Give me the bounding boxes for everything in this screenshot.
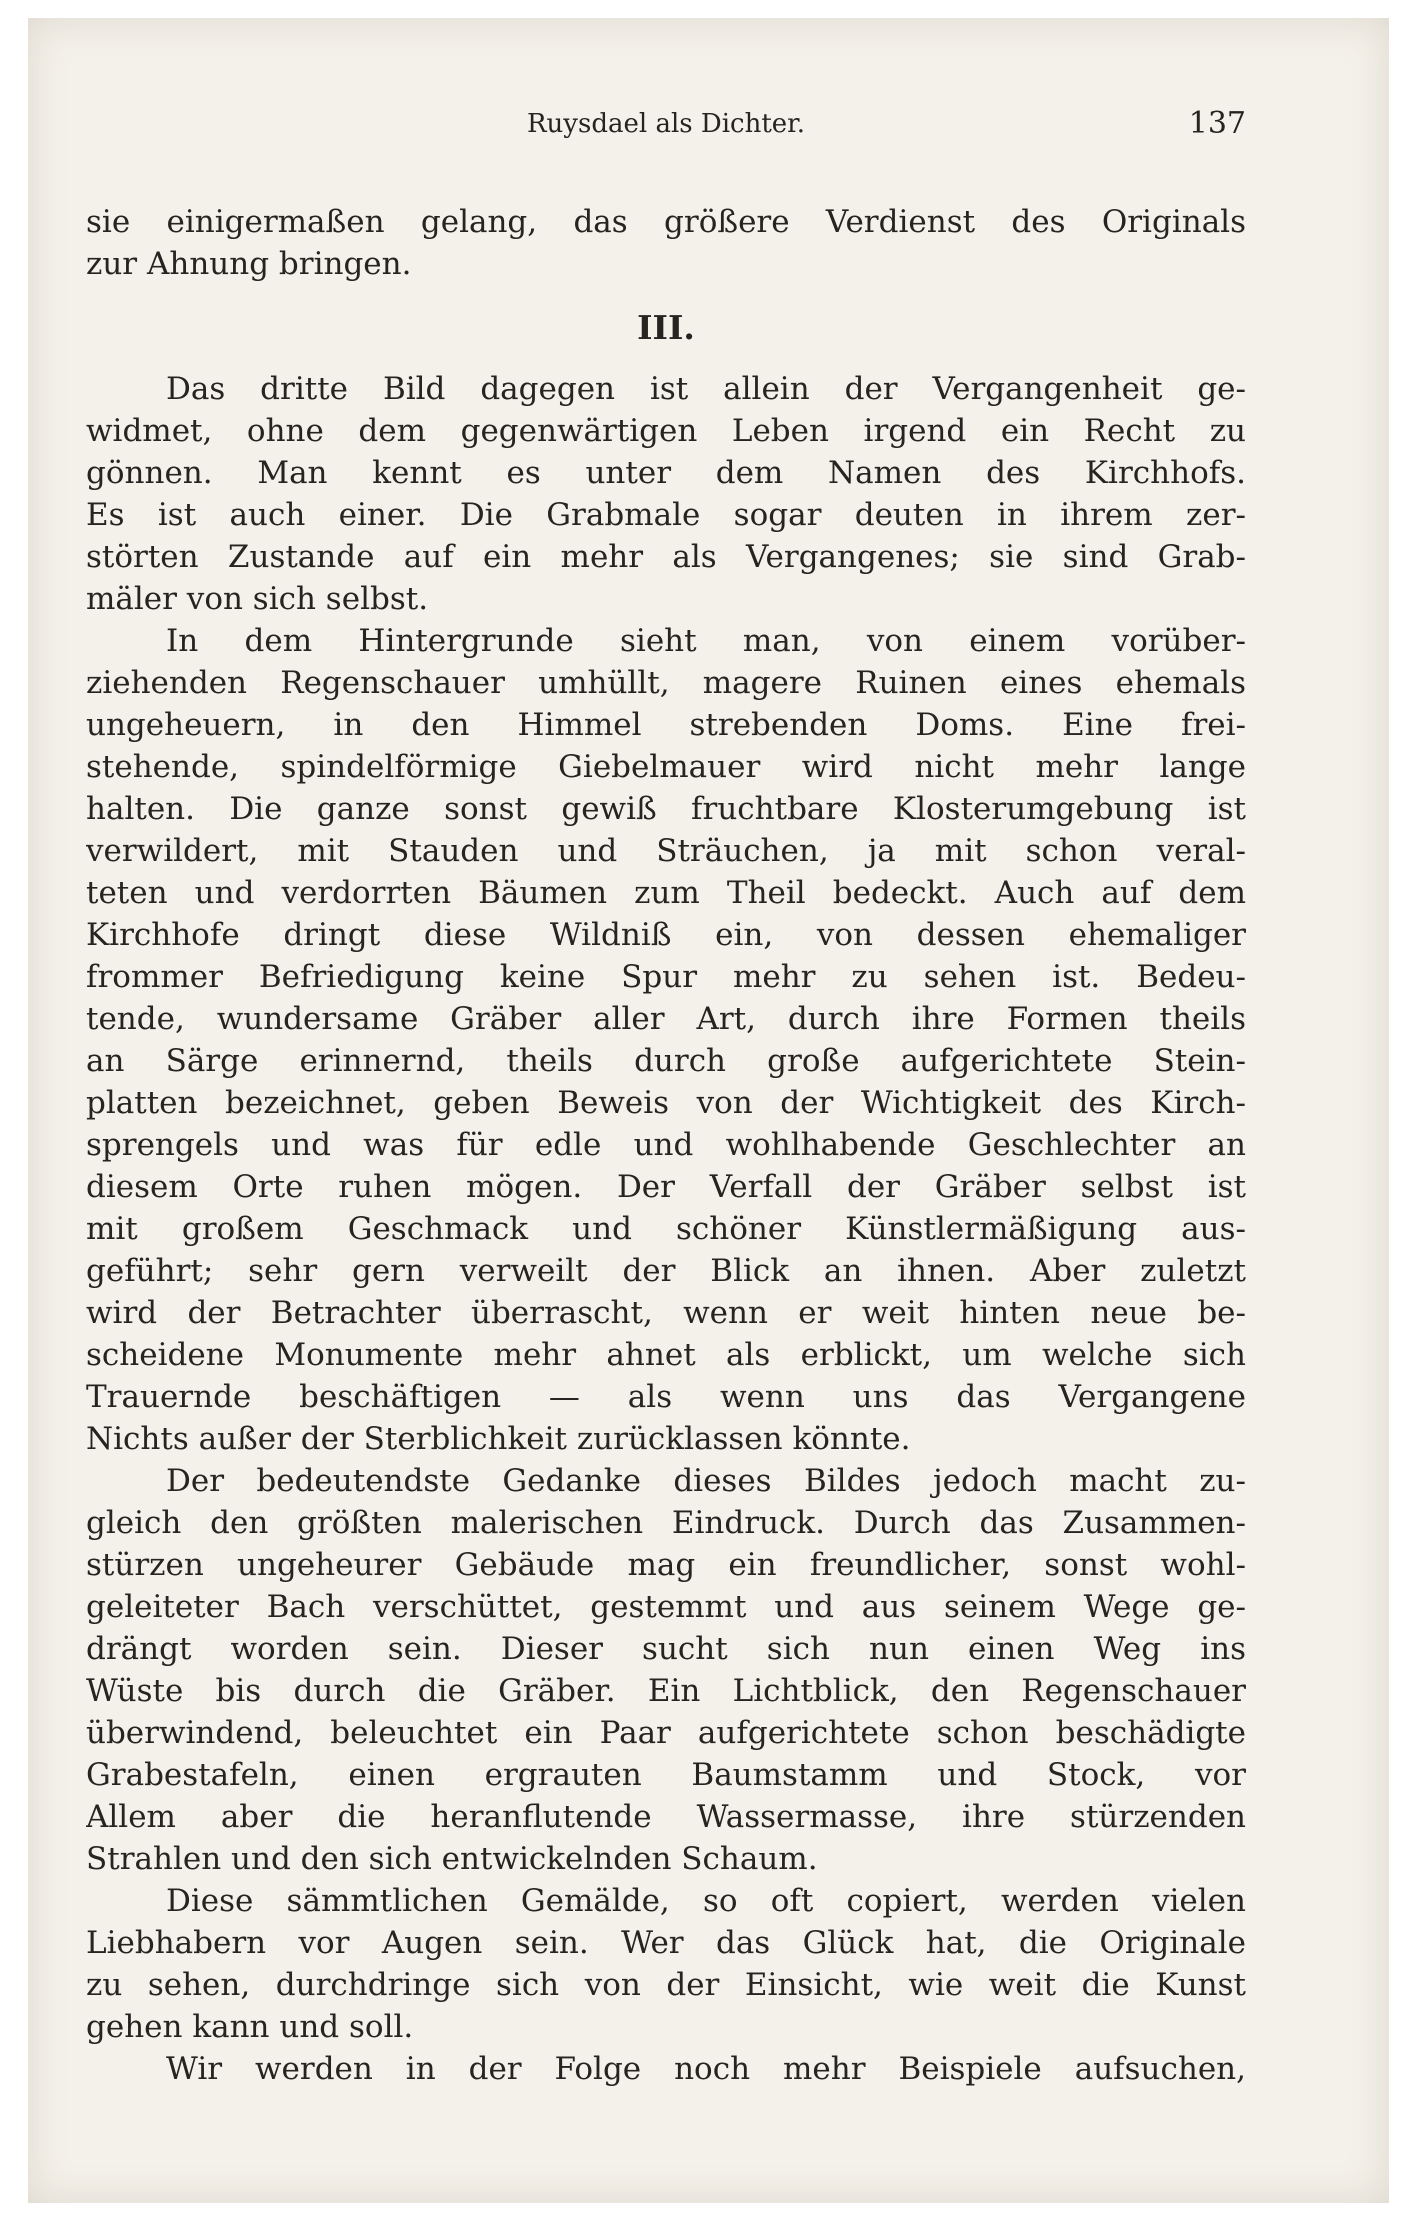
text-line: Kirchhofe dringt diese Wildniß ein, von dessen ehemaliger bbox=[86, 917, 1246, 953]
text-line: diesem Orte ruhen mögen. Der Verfall der Gräber selbst ist bbox=[86, 1169, 1246, 1205]
text-line: Nichts außer der Sterblichkeit zurücklassen könnte. bbox=[86, 1421, 911, 1457]
text-line: frommer Befriedigung keine Spur mehr zu sehen ist. Bedeu- bbox=[86, 959, 1246, 995]
text-line: In dem Hintergrunde sieht man, von einem vorüber- bbox=[166, 623, 1246, 659]
section-heading: III. bbox=[637, 308, 695, 347]
text-line: ziehenden Regenschauer umhüllt, magere Ruinen eines ehemals bbox=[86, 665, 1246, 701]
text-line: sprengels und was für edle und wohlhabende Geschlechter an bbox=[86, 1127, 1246, 1163]
text-line: mäler von sich selbst. bbox=[86, 581, 429, 617]
text-line: teten und verdorrten Bäumen zum Theil bedeckt. Auch auf dem bbox=[86, 875, 1246, 911]
text-line: platten bezeichnet, geben Beweis von der Wichtigkeit des Kirch- bbox=[86, 1085, 1246, 1121]
text-line: Trauernde beschäftigen — als wenn uns das Vergangene bbox=[86, 1379, 1246, 1415]
text-line: Strahlen und den sich entwickelnden Schaum. bbox=[86, 1841, 818, 1877]
text-line: zur Ahnung bringen. bbox=[86, 246, 412, 282]
running-title: Ruysdael als Dichter. bbox=[526, 109, 806, 139]
text-line: wird der Betrachter überrascht, wenn er weit hinten neue be- bbox=[86, 1295, 1246, 1331]
running-head bbox=[86, 100, 1246, 148]
text-line: Es ist auch einer. Die Grabmale sogar deuten in ihrem zer- bbox=[86, 497, 1246, 533]
book-page bbox=[28, 18, 1389, 2203]
text-block bbox=[86, 18, 1246, 2203]
text-line: gehen kann und soll. bbox=[86, 2009, 414, 2045]
text-line: widmet, ohne dem gegenwärtigen Leben irgend ein Recht zu bbox=[86, 413, 1246, 449]
text-line: geführt; sehr gern verweilt der Blick an ihnen. Aber zuletzt bbox=[86, 1253, 1246, 1289]
text-line: Der bedeutendste Gedanke dieses Bildes jedoch macht zu- bbox=[166, 1463, 1246, 1499]
text-line: Liebhabern vor Augen sein. Wer das Glück hat, die Originale bbox=[86, 1925, 1246, 1961]
text-line: Das dritte Bild dagegen ist allein der Vergangenheit ge- bbox=[166, 371, 1246, 407]
text-line: sie einigermaßen gelang, das größere Verdienst des Originals bbox=[86, 204, 1246, 240]
text-line: Wir werden in der Folge noch mehr Beispiele aufsuchen, bbox=[166, 2051, 1246, 2087]
text-line: gleich den größten malerischen Eindruck. Durch das Zusammen- bbox=[86, 1505, 1246, 1541]
text-line: stehende, spindelförmige Giebelmauer wird nicht mehr lange bbox=[86, 749, 1246, 785]
text-line: Allem aber die heranflutende Wassermasse, ihre stürzenden bbox=[86, 1799, 1246, 1835]
text-line: drängt worden sein. Dieser sucht sich nun einen Weg ins bbox=[86, 1631, 1246, 1667]
text-line: störten Zustande auf ein mehr als Vergangenes; sie sind Grab- bbox=[86, 539, 1246, 575]
text-line: tende, wundersame Gräber aller Art, durch ihre Formen theils bbox=[86, 1001, 1246, 1037]
text-line: gönnen. Man kennt es unter dem Namen des Kirchhofs. bbox=[86, 455, 1246, 491]
text-line: Diese sämmtlichen Gemälde, so oft copiert, werden vielen bbox=[166, 1883, 1246, 1919]
text-line: halten. Die ganze sonst gewiß fruchtbare Klosterumgebung ist bbox=[86, 791, 1246, 827]
text-line: Wüste bis durch die Gräber. Ein Lichtblick, den Regenschauer bbox=[86, 1673, 1246, 1709]
text-line: mit großem Geschmack und schöner Künstlermäßigung aus- bbox=[86, 1211, 1246, 1247]
text-line: zu sehen, durchdringe sich von der Einsicht, wie weit die Kunst bbox=[86, 1967, 1246, 2003]
text-line: scheidene Monumente mehr ahnet als erblickt, um welche sich bbox=[86, 1337, 1246, 1373]
text-line: geleiteter Bach verschüttet, gestemmt und aus seinem Wege ge- bbox=[86, 1589, 1246, 1625]
text-line: Grabestafeln, einen ergrauten Baumstamm und Stock, vor bbox=[86, 1757, 1246, 1793]
text-line: überwindend, beleuchtet ein Paar aufgerichtete schon beschädigte bbox=[86, 1715, 1246, 1751]
page-number: 137 bbox=[1188, 106, 1246, 141]
text-line: stürzen ungeheurer Gebäude mag ein freundlicher, sonst wohl- bbox=[86, 1547, 1246, 1583]
text-line: an Särge erinnernd, theils durch große aufgerichtete Stein- bbox=[86, 1043, 1246, 1079]
text-line: ungeheuern, in den Himmel strebenden Doms. Eine frei- bbox=[86, 707, 1246, 743]
text-line: verwildert, mit Stauden und Sträuchen, ja mit schon veral- bbox=[86, 833, 1246, 869]
